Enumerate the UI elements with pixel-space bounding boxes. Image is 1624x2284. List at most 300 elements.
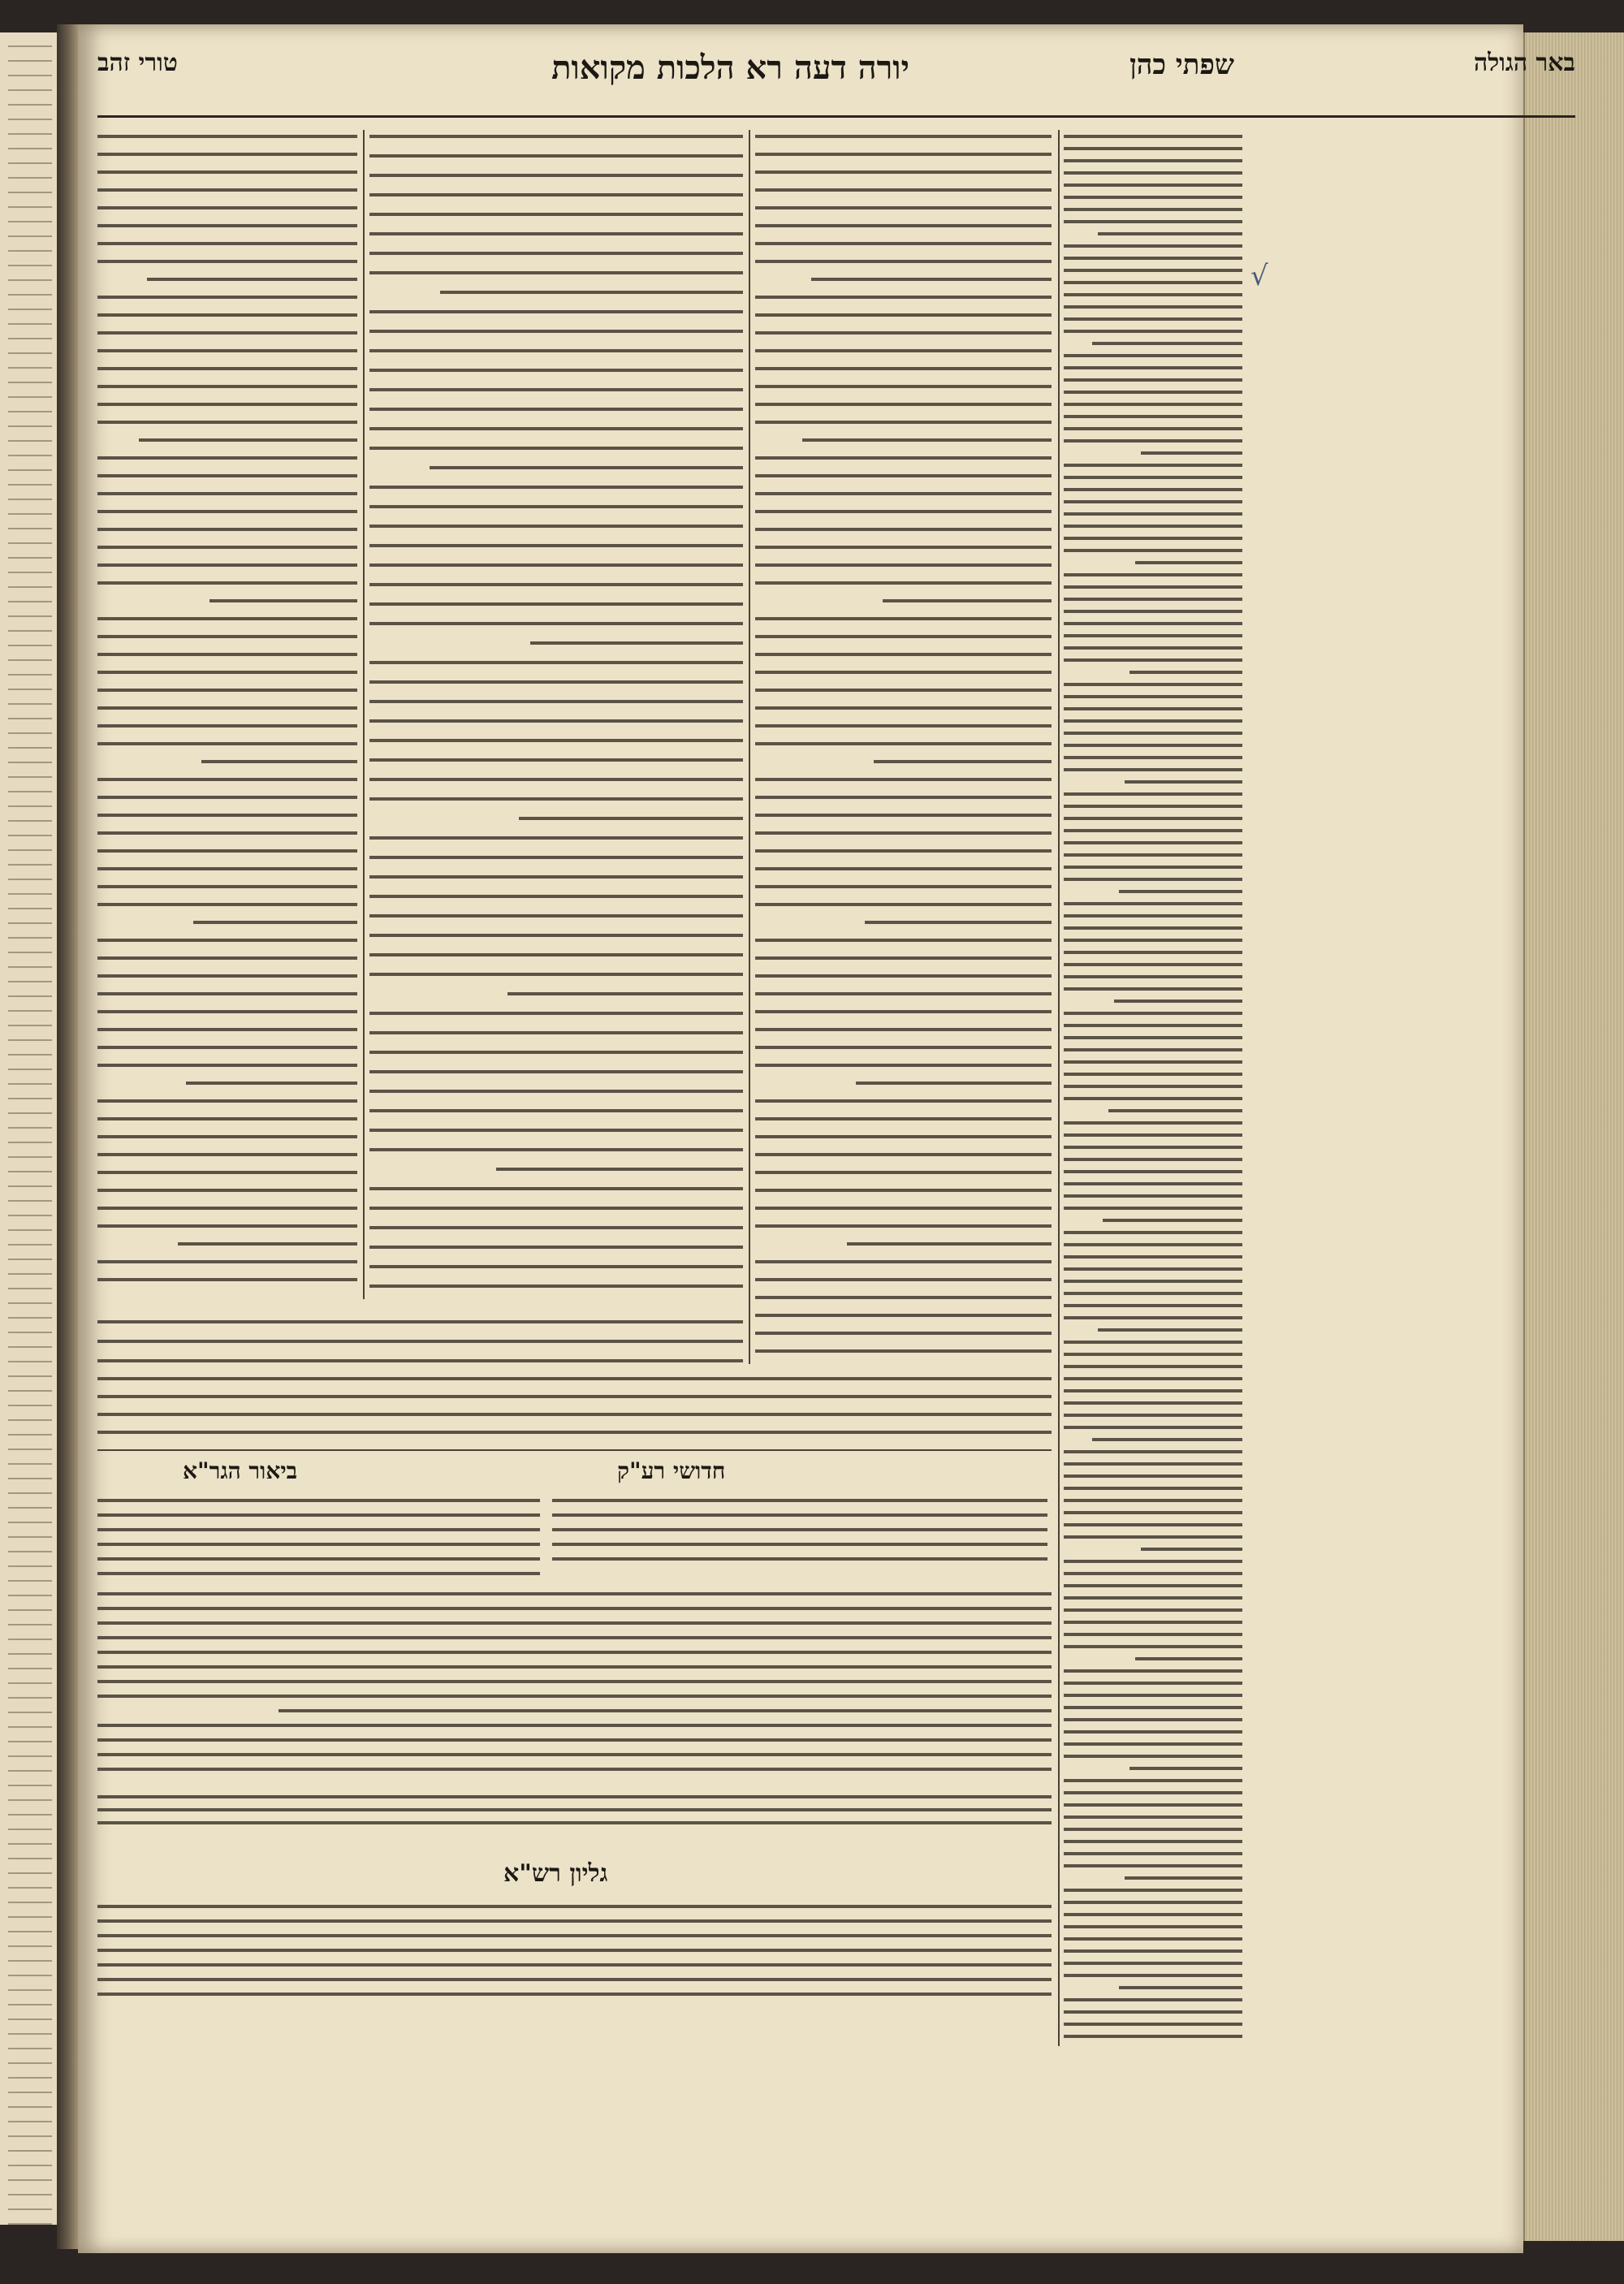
text-line [1064,1645,1242,1648]
text-line [1064,1487,1242,1490]
text-line [1064,732,1242,735]
text-line [8,1770,52,1772]
text-line [755,421,1052,424]
text-line [8,820,52,822]
text-line [8,309,52,310]
text-line [1064,1243,1242,1246]
text-line [8,1302,52,1304]
text-line [369,213,743,216]
text-line [1064,159,1242,162]
text-line [8,1200,52,1202]
text-line [369,1148,743,1151]
text-line [369,622,743,625]
text-line [369,388,743,391]
text-line [8,879,52,880]
text-line [8,250,52,252]
text-line [755,706,1052,710]
text-line [755,1028,1052,1031]
text-line [755,1207,1052,1210]
text-line [8,1975,52,1976]
text-line [1064,403,1242,406]
text-line [8,805,52,807]
text-line [1064,1755,1242,1758]
text-line [8,1814,52,1816]
text-line [97,1753,1052,1756]
text-line [1064,1121,1242,1125]
text-line [755,1189,1052,1192]
text-line [1103,1219,1242,1222]
text-line [1064,792,1242,796]
text-line [8,1054,52,1056]
text-line [8,396,52,398]
text-line [755,1314,1052,1317]
text-line [97,1320,743,1323]
text-line [1064,695,1242,698]
text-line [1064,719,1242,723]
text-line [755,742,1052,745]
text-line [97,635,357,638]
text-line [97,1978,1052,1981]
text-line [97,1621,1052,1625]
text-line [97,974,357,978]
text-line [369,680,743,684]
page-header [97,49,1575,117]
text-line [1064,1231,1242,1234]
text-line [369,1129,743,1132]
text-line [1092,342,1242,345]
text-line [369,700,743,703]
text-line [8,849,52,851]
text-line [1064,768,1242,771]
text-line [8,425,52,427]
text-line [8,2135,52,2137]
text-line [8,294,52,296]
text-line [1064,1840,1242,1843]
text-line [1064,841,1242,844]
text-line [97,1724,1052,1727]
text-line [8,1463,52,1465]
text-line [8,776,52,778]
text-line [369,1246,743,1249]
text-line [755,885,1052,888]
beer-hagolah-column [1064,130,1242,2046]
text-line [1064,573,1242,576]
text-line [1064,634,1242,637]
text-line [8,601,52,602]
text-line [97,956,357,960]
text-line [755,849,1052,853]
text-line [755,1224,1052,1228]
text-line [209,599,357,602]
text-line [755,456,1052,460]
text-line [1064,866,1242,869]
text-line [369,193,743,196]
text-line [1064,476,1242,479]
text-line [1064,658,1242,662]
text-line [8,1682,52,1684]
text-line [97,1377,1052,1380]
text-line [97,349,357,352]
text-line [97,1738,1052,1742]
text-line [755,1171,1052,1174]
text-line [1064,549,1242,552]
text-line [97,1993,1052,1996]
text-line [755,563,1052,567]
text-line [1064,1669,1242,1673]
text-line [1064,1060,1242,1064]
text-line [97,1905,1052,1908]
text-line [369,544,743,547]
text-line [755,1010,1052,1013]
text-line [1141,451,1242,455]
text-line [97,671,357,674]
text-line [755,992,1052,995]
text-line [8,148,52,149]
text-line [1064,391,1242,394]
text-line [1064,1998,1242,2001]
text-line [8,835,52,836]
main-text-continuation [97,1315,743,1364]
text-line [755,510,1052,513]
text-line [1064,317,1242,321]
bottom-note [97,1790,1052,1831]
text-line [8,1229,52,1231]
text-line [8,279,52,281]
text-line [8,1785,52,1786]
text-line [8,338,52,339]
text-line [755,153,1052,156]
text-line [369,1090,743,1093]
text-line [1064,1584,1242,1587]
text-line [1064,257,1242,260]
text-line [755,814,1052,817]
text-line [1064,975,1242,978]
text-line [1135,1657,1242,1660]
text-line [8,1799,52,1801]
text-line [1064,1621,1242,1624]
page-edges [1523,32,1624,2241]
text-line [97,903,357,906]
text-line [8,1317,52,1319]
text-line [97,546,357,549]
text-line [1064,1036,1242,1039]
text-line [8,1507,52,1509]
text-line [755,939,1052,942]
text-line [97,403,357,406]
text-line [369,408,743,411]
text-line [8,1112,52,1114]
text-line [8,1565,52,1567]
text-line [97,1171,357,1174]
text-line [8,703,52,705]
text-line [1064,1511,1242,1514]
text-line [369,369,743,372]
text-line [8,2179,52,2181]
text-line [552,1499,1047,1502]
text-line [755,1332,1052,1335]
text-line [755,260,1052,263]
text-line [369,934,743,937]
text-line [755,242,1052,245]
text-line [1064,1377,1242,1380]
text-line [755,867,1052,870]
text-line [1064,1523,1242,1526]
text-line [97,153,357,156]
text-line [8,2004,52,2006]
text-line [8,966,52,968]
text-line [139,438,357,442]
text-line [1064,1864,1242,1867]
text-line [97,992,357,995]
text-line [97,831,357,835]
text-line [1064,1962,1242,1965]
text-line [1064,1828,1242,1831]
text-line [1064,1706,1242,1709]
text-line [97,796,357,799]
text-line [1064,1803,1242,1807]
text-line [97,849,357,853]
text-line [8,1419,52,1421]
text-line [508,992,743,995]
text-line [8,1083,52,1085]
text-line [8,922,52,924]
text-line [97,1340,743,1343]
text-line [369,583,743,586]
text-line [755,1046,1052,1049]
text-line [8,1843,52,1845]
header-taz: טורי זהב [97,49,178,77]
text-line [8,2033,52,2035]
text-line [755,546,1052,549]
text-line [8,2048,52,2049]
text-line [369,739,743,742]
text-line [8,469,52,471]
text-line [1064,281,1242,284]
text-line [8,60,52,62]
text-line [97,689,357,692]
text-line [369,1226,743,1229]
text-line [8,499,52,500]
text-line [865,921,1052,924]
text-line [1064,537,1242,540]
text-line [97,188,357,192]
text-line [8,1434,52,1436]
text-line [8,1522,52,1523]
text-line [97,1010,357,1013]
text-line [755,492,1052,495]
text-line [8,2121,52,2122]
text-line [97,1153,357,1156]
text-line [369,447,743,450]
text-line [97,939,357,942]
text-line [1064,1170,1242,1173]
text-line [552,1543,1047,1546]
text-line [8,1989,52,1991]
text-line [1064,427,1242,430]
text-line [8,1858,52,1859]
text-line [1064,939,1242,942]
chiddushei-title: חדושי רע"ק [617,1457,726,1484]
text-line [8,2106,52,2108]
text-line [1114,1000,1242,1003]
text-line [279,1709,1052,1712]
text-line [1064,878,1242,881]
text-line [8,952,52,953]
text-line [97,581,357,585]
text-line [1135,561,1242,564]
text-line [8,455,52,456]
section-divider [97,1449,1052,1451]
text-line [1064,147,1242,150]
text-line [8,1259,52,1260]
text-line [552,1513,1047,1517]
text-line [97,617,357,620]
text-line [369,1284,743,1288]
text-line [1064,269,1242,272]
text-line [97,1359,743,1362]
text-line [8,1536,52,1538]
text-line [8,689,52,690]
text-line [1064,1450,1242,1453]
text-line [97,1665,1052,1669]
text-line [97,1064,357,1067]
text-line [8,1405,52,1406]
previous-page-edge [0,32,58,2225]
text-line [1064,330,1242,333]
text-line [1064,1852,1242,1855]
text-line [1064,1499,1242,1502]
text-line [8,2150,52,2152]
text-line [97,224,357,227]
text-line [1064,1414,1242,1417]
text-line [755,385,1052,388]
text-line [1064,244,1242,248]
text-line [8,1069,52,1070]
text-line [1064,1292,1242,1295]
text-line [847,1242,1052,1246]
text-line [369,973,743,976]
header-main-title: יורה דעה רא הלכות מקואות [551,49,909,87]
text-line [755,367,1052,370]
text-line [97,885,357,888]
text-line [8,981,52,982]
text-line [755,635,1052,638]
text-line [97,1636,1052,1639]
text-line [1064,1596,1242,1600]
text-line [8,206,52,208]
text-line [1064,622,1242,625]
text-line [8,1288,52,1289]
text-line [8,645,52,646]
text-line [1064,1925,1242,1928]
text-line [1064,464,1242,467]
text-line [369,856,743,859]
text-line [97,385,357,388]
text-line [8,440,52,442]
text-line [369,836,743,840]
beur-hagra-text [97,1494,540,1583]
text-line [1064,1816,1242,1819]
text-line [8,1492,52,1494]
text-line [97,135,357,138]
text-line [1064,1462,1242,1466]
chiddushei-text [552,1494,1047,1575]
text-line [8,1697,52,1699]
text-line [1064,1572,1242,1575]
text-line [1064,1316,1242,1319]
text-line [1064,220,1242,223]
text-line [369,1207,743,1210]
text-line [8,1127,52,1129]
text-line [1064,1280,1242,1283]
text-line [1064,926,1242,930]
text-line [1064,1341,1242,1344]
column-divider [1058,130,1060,2046]
text-line [8,2077,52,2079]
text-line [1064,1024,1242,1027]
text-line [1064,1012,1242,1015]
text-line [755,796,1052,799]
text-line [1064,1633,1242,1636]
text-line [8,1609,52,1611]
text-line [97,331,357,335]
book-spine [57,24,80,2249]
text-line [8,674,52,676]
text-line [1064,1304,1242,1307]
text-line [97,814,357,817]
text-line [755,956,1052,960]
text-line [755,724,1052,728]
text-line [1092,1438,1242,1441]
text-line [1064,1207,1242,1210]
text-line [97,1821,1052,1824]
text-line [8,367,52,369]
text-line [755,653,1052,656]
text-line [1064,1974,1242,1977]
text-line [1064,1608,1242,1612]
text-line [369,271,743,274]
text-line [97,367,357,370]
text-line [369,349,743,352]
text-line [496,1168,743,1171]
text-line [1064,744,1242,747]
text-line [97,1135,357,1138]
text-line [8,1361,52,1362]
text-line [802,438,1052,442]
text-line [530,641,743,645]
taz-column [97,130,357,1299]
text-line [97,474,357,477]
text-line [1064,171,1242,175]
text-line [1108,1109,1242,1112]
header-shach: שפתי כהן [1129,49,1234,81]
text-line [97,1768,1052,1771]
text-line [8,1755,52,1757]
text-line [97,1963,1052,1967]
text-line [8,1580,52,1582]
text-line [97,492,357,495]
text-line [1064,1267,1242,1271]
text-line [755,778,1052,781]
text-line [8,177,52,179]
text-line [1064,1694,1242,1697]
text-line [8,762,52,763]
text-line [755,528,1052,531]
text-line [8,995,52,997]
text-line [755,1153,1052,1156]
text-line [1064,1353,1242,1356]
text-line [97,1949,1052,1952]
